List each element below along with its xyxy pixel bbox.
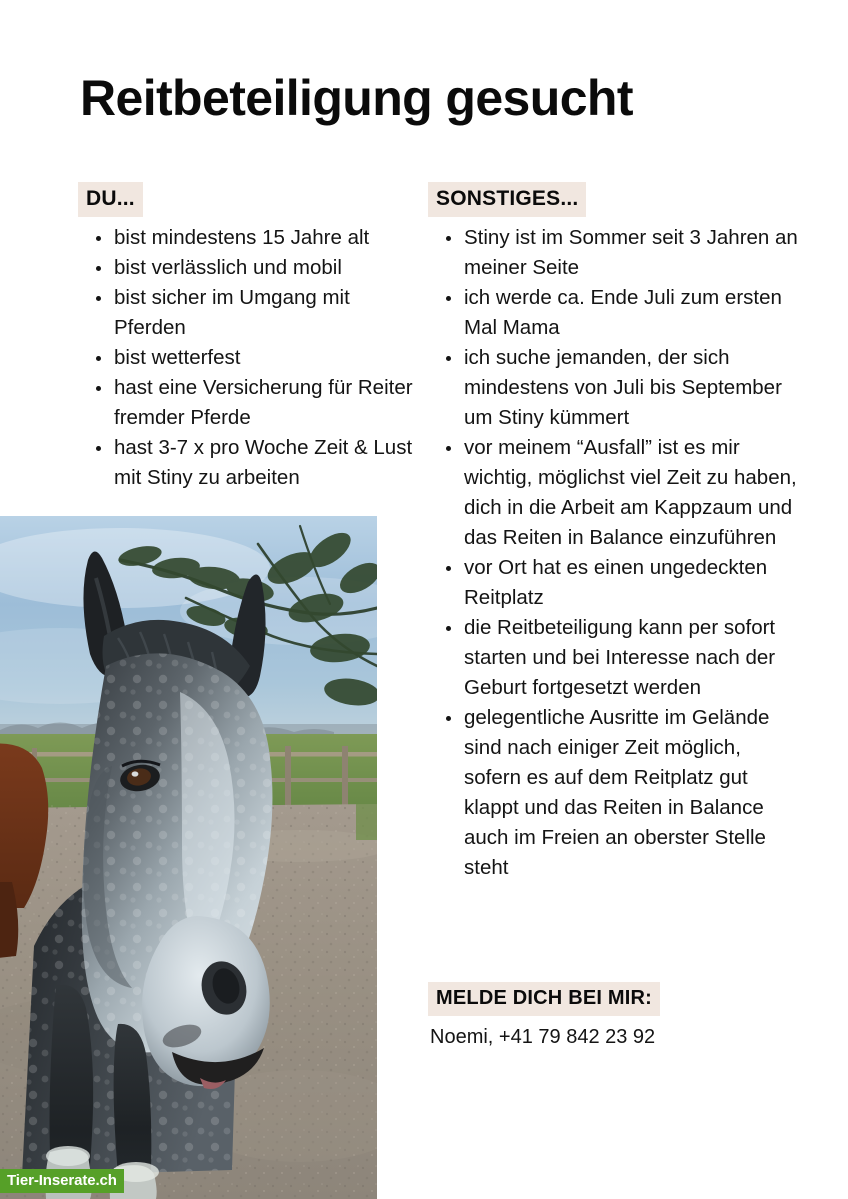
list-item: hast 3-7 x pro Woche Zeit & Lust mit Stiny zu arbeiten xyxy=(78,433,418,493)
horse-photo-illustration xyxy=(0,516,377,1199)
list-item: ich suche jemanden, der sich mindestens von Juli bis September um Stiny kümmert xyxy=(428,343,800,433)
contact-block xyxy=(428,982,808,1051)
list-item: bist wetterfest xyxy=(78,343,418,373)
list-item: ich werde ca. Ende Juli zum ersten Mal Mama xyxy=(428,283,800,343)
section-sonstiges-list xyxy=(428,223,800,883)
list-item: hast eine Versicherung für Reiter fremder Pferde xyxy=(78,373,418,433)
section-sonstiges-heading: SONSTIGES... xyxy=(428,182,586,217)
list-item: bist mindestens 15 Jahre alt xyxy=(78,223,418,253)
section-du-list xyxy=(78,223,418,493)
list-item: die Reitbeteiligung kann per sofort starten und bei Interesse nach der Geburt fortgesetzt werden xyxy=(428,613,800,703)
horse-photo xyxy=(0,516,377,1199)
page-title: Reitbeteiligung gesucht xyxy=(80,70,633,126)
watermark-tier-inserate[interactable]: Tier-Inserate.ch xyxy=(0,1169,124,1193)
contact-details: Noemi, +41 79 842 23 92 xyxy=(430,1026,656,1048)
list-item: Stiny ist im Sommer seit 3 Jahren an meiner Seite xyxy=(428,223,800,283)
list-item: bist sicher im Umgang mit Pferden xyxy=(78,283,418,343)
section-du xyxy=(78,182,418,493)
contact-heading: MELDE DICH BEI MIR: xyxy=(428,982,660,1016)
list-item: vor Ort hat es einen ungedeckten Reitplatz xyxy=(428,553,800,613)
list-item: bist verlässlich und mobil xyxy=(78,253,418,283)
list-item: gelegentliche Ausritte im Gelände sind nach einiger Zeit möglich, sofern es auf dem Reitplatz gut klappt und das Reiten in Balance auch im Freien an oberster Stelle steht xyxy=(428,703,800,883)
section-du-heading: DU... xyxy=(78,182,143,217)
section-sonstiges xyxy=(428,182,800,883)
list-item: vor meinem “Ausfall” ist es mir wichtig, möglichst viel Zeit zu haben, dich in die Arbeit am Kappzaum und das Reiten in Balance einzuführen xyxy=(428,433,800,553)
